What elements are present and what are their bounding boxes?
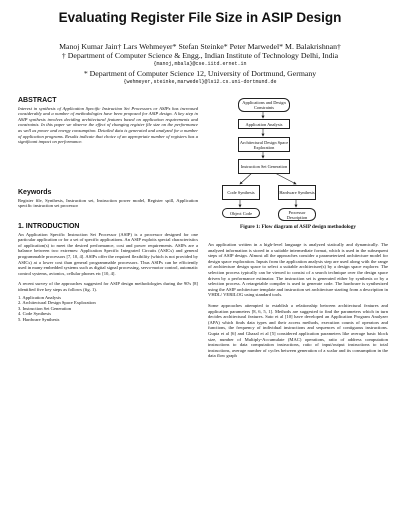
box-code-synthesis: Code Synthesis <box>222 185 260 200</box>
flow-diagram <box>208 96 388 221</box>
abstract-text: Interest in synthesis of Application Specific Instruction Set Processors or ASIPs has increased considerably and a number of methodologies have been proposed for ASIP design. A key step in ASIP synthesis involves deciding architectural features based on application requirements and constraints. In this paper we observe the effect of changing register file size on the performance as well as power and energy consumption. Detailed data is generated and analyzed for a number of application programs. Results indicate that choice of an appropriate number of registers has a significant impact on performance. <box>18 105 198 145</box>
introduction-heading: 1. INTRODUCTION <box>18 223 80 230</box>
step-list <box>18 295 198 323</box>
keywords-heading: Keywords <box>18 189 52 196</box>
step-item: 1. Application Analysis <box>18 294 62 300</box>
abstract-section <box>18 98 198 145</box>
right-paragraph-2: Some approaches attempted to establish a relationship between architectural features and application parameters [8, 6, 5, 1]. Methods are suggested to find the parameters which in turn decides architectural features. Sato et al [10] have developed an Application Program Analyzer (APA) which finds data types and their access methods, execution counts of operators and functions, the frequency of individual instructions and sequences of contiguous instructions. Gupta et al [6] and Ghazal et al [5] considered application parameters like average basic block size, number of Multiply-Accumulate (MAC) operations, ratio of address computation instructions to data computation instructions, ratio of input/output instructions to total instructions, average number of cycles between generation of a scalar and its consumption in the data flow graph <box>208 302 388 359</box>
flow-arrows <box>208 96 388 221</box>
box-design-space-exploration: Architectural Design Space Exploration <box>238 137 290 152</box>
affiliation-dortmund: * Department of Computer Science 12, University of Dortmund, Germany <box>83 69 317 78</box>
author-block <box>0 42 400 87</box>
box-processor-description: Processor Description <box>278 208 316 221</box>
introduction-section <box>18 224 198 323</box>
right-paragraph-1: An application written in a high-level language is analyzed statically and dynamically. The analyzed information is stored in a suitable intermediate format, which is used in the subsequent steps of ASIP design. Almost all the approaches consider a parameterized architecture model for design space exploration. Inputs from the application analysis step are used along with the range of architecture design space to select a suitable architecture(s) by a design space explorer. The selection process typically can be viewed to consist of a search technique over the design space driven by a performance estimator. The instruction set is generated either by synthesis or by a selection process. A retargetable compiler is used to generate code. The hardware is synthesized using the ASIP architecture template and instruction set architecture starting from a description in VHDL/ VERILOG using standard tools. <box>208 242 388 298</box>
box-object-code: Object Code <box>222 208 260 218</box>
author-names: Manoj Kumar Jain† Lars Wehmeyer* Stefan Steinke* Peter Marwedel* M. Balakrishnan† <box>59 42 341 51</box>
email-iitd: {manoj,mbala}@cse.iitd.ernet.in <box>153 61 247 67</box>
box-instruction-set-generation: Instruction Set Generation <box>238 159 290 174</box>
step-item: 2. Architectural Design Space Exploration <box>18 300 96 306</box>
paper-title: Evaluating Register File Size in ASIP Design <box>58 10 342 25</box>
step-item: 5. Hardware Synthesis <box>18 316 60 322</box>
step-item: 4. Code Synthesis <box>18 311 52 317</box>
affiliation-iitd: † Department of Computer Science & Engg., Indian Institute of Technology Delhi, India <box>61 51 339 60</box>
intro-paragraph-1: An Application Specific Instruction Set Processor (ASIP) is a processor designed for one particular application or for a set of specific applications. An ASIP exploits special characteristics of application(s) to meet the desired performance, cost and power requirements. ASIPs are a balance between two extremes: Application Specific Integrated Circuits (ASICs) and general programmable processors [7, 10, 4]. ASIPs offer the required flexibility (which is not provided by ASICs) at a lower cost than general programmable processors. Thus ASIPs can be efficiently used in many embedded systems such as digital signal processing, servo-motor control, automatic control systems, avionics, cellular phones etc [10, 4]. <box>18 231 198 276</box>
box-applications: Applications and Design Constraints <box>238 98 290 112</box>
box-application-analysis: Application Analysis <box>238 119 290 129</box>
intro-paragraph-2: A recent survey of the approaches suggested for ASIP design methodologies during the 90's [8] identified five key steps as follows (fig. 1). <box>18 281 198 292</box>
keywords-section <box>18 190 198 209</box>
step-item: 3. Instruction Set Generation <box>18 305 72 311</box>
abstract-heading: ABSTRACT <box>18 97 57 104</box>
keywords-text: Register file, Synthesis, Instruction set, Instruction power model, Register spill, Application specific instruction set processor <box>18 197 198 209</box>
right-column-text <box>208 242 388 359</box>
email-dortmund: {wehmeyer,steinke,marwedel}@ls12.cs.uni-dortmund.de <box>123 79 277 85</box>
box-hardware-synthesis: Hardware Synthesis <box>278 185 316 200</box>
figure-caption: Figure 1: Flow diagram of ASIP design methodology <box>240 224 356 230</box>
